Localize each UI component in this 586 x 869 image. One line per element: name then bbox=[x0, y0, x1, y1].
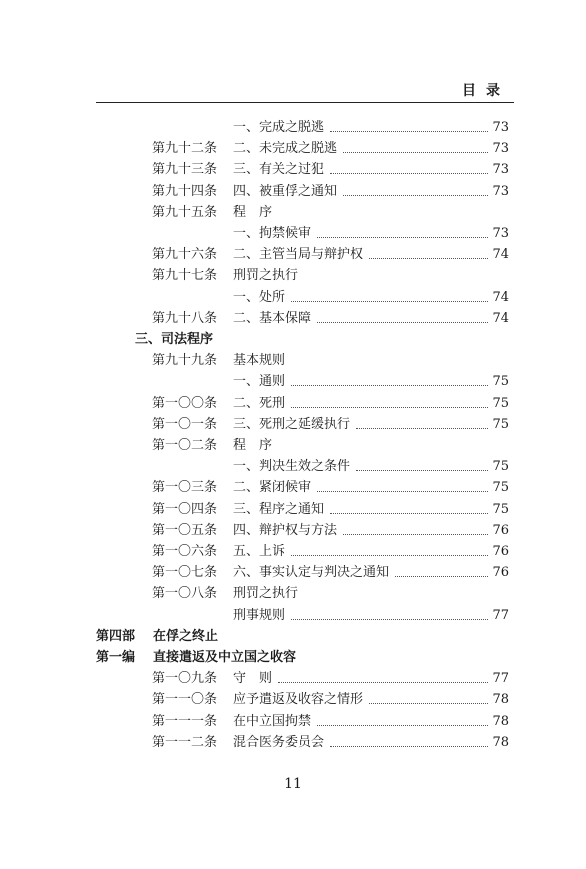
entry-title: 六、事实认定与判决之通知 bbox=[233, 565, 390, 581]
dot-leader bbox=[356, 428, 488, 429]
toc-entry bbox=[0, 457, 586, 477]
entry-title-line bbox=[233, 118, 509, 138]
part-title: 直接遣返及中立国之收容 bbox=[153, 650, 297, 665]
dot-leader bbox=[317, 725, 488, 726]
entry-title: 三、有关之过犯 bbox=[233, 162, 325, 178]
toc-entry bbox=[0, 309, 586, 329]
entry-title-line bbox=[233, 372, 509, 392]
dot-leader bbox=[369, 703, 488, 704]
article-number: 第一〇二条 bbox=[152, 438, 218, 453]
entry-page: 78 bbox=[492, 734, 509, 750]
article-number: 第一〇三条 bbox=[152, 480, 218, 496]
entry-page: 74 bbox=[492, 289, 509, 305]
entry-title: 刑事规则 bbox=[233, 607, 286, 623]
section-title: 三、司法程序 bbox=[135, 332, 214, 347]
dot-leader bbox=[343, 152, 488, 153]
dot-leader bbox=[291, 407, 488, 408]
article-number: 第一〇五条 bbox=[152, 522, 218, 538]
entry-page: 75 bbox=[492, 459, 509, 475]
entry-title: 五、上诉 bbox=[233, 544, 286, 559]
article-number: 第九十九条 bbox=[152, 353, 218, 369]
entry-title-line bbox=[233, 542, 509, 562]
header-title: 目录 bbox=[462, 83, 510, 99]
toc-entry bbox=[0, 351, 586, 371]
entry-page: 75 bbox=[492, 374, 509, 390]
entry-title: 守 则 bbox=[233, 671, 273, 687]
toc-entry bbox=[0, 224, 586, 244]
dot-leader bbox=[343, 534, 488, 535]
toc-entry bbox=[0, 266, 586, 286]
toc-entry bbox=[0, 690, 586, 710]
entry-page: 74 bbox=[492, 310, 509, 326]
entry-page: 73 bbox=[492, 183, 509, 199]
toc-part-heading bbox=[0, 648, 586, 668]
toc-entry bbox=[0, 415, 586, 435]
toc-entry bbox=[0, 606, 586, 626]
toc-entry bbox=[0, 669, 586, 689]
entry-page: 76 bbox=[492, 565, 509, 581]
toc-entry bbox=[0, 118, 586, 138]
article-number: 第一一〇条 bbox=[152, 692, 218, 708]
entry-title-line bbox=[233, 457, 509, 477]
part-title: 在俘之终止 bbox=[153, 628, 219, 644]
entry-title: 三、死刑之延缓执行 bbox=[233, 416, 351, 432]
toc-entry bbox=[0, 733, 586, 753]
article-number: 第九十四条 bbox=[152, 183, 218, 199]
entry-title: 四、辩护权与方法 bbox=[233, 522, 338, 538]
entry-page: 78 bbox=[492, 713, 509, 729]
entry-title-line bbox=[233, 669, 509, 689]
entry-page: 73 bbox=[492, 226, 509, 241]
page-number: 11 bbox=[284, 776, 302, 792]
entry-title-line bbox=[233, 224, 509, 244]
entry-page: 75 bbox=[492, 501, 509, 517]
entry-title-line bbox=[233, 415, 509, 435]
article-number: 第九十七条 bbox=[152, 268, 218, 284]
dot-leader bbox=[291, 619, 488, 620]
article-number: 第一〇四条 bbox=[152, 501, 218, 517]
entry-title-line bbox=[233, 733, 509, 753]
dot-leader bbox=[343, 195, 488, 196]
toc-entry bbox=[0, 436, 586, 456]
entry-page: 73 bbox=[492, 162, 509, 178]
toc-entry bbox=[0, 394, 586, 414]
toc-entry bbox=[0, 542, 586, 562]
entry-title-line bbox=[233, 309, 509, 329]
article-number: 第九十五条 bbox=[152, 204, 218, 220]
entry-title: 二、主管当局与辩护权 bbox=[233, 247, 364, 263]
article-number: 第九十八条 bbox=[152, 310, 218, 326]
entry-title: 基本规则 bbox=[233, 353, 286, 369]
entry-title-line bbox=[233, 139, 509, 159]
article-number: 第九十二条 bbox=[152, 141, 218, 157]
entry-page: 75 bbox=[492, 480, 509, 496]
entry-title-line bbox=[233, 690, 509, 710]
article-number: 第九十三条 bbox=[152, 162, 218, 178]
article-number: 第一一二条 bbox=[152, 734, 218, 750]
entry-title-line bbox=[233, 160, 509, 180]
dot-leader bbox=[278, 682, 488, 683]
entry-page: 76 bbox=[492, 544, 509, 559]
entry-title-line bbox=[233, 203, 509, 223]
entry-title-line bbox=[233, 394, 509, 414]
dot-leader bbox=[330, 746, 488, 747]
article-number: 第一一一条 bbox=[152, 713, 218, 729]
entry-title-line bbox=[233, 182, 509, 202]
entry-page: 78 bbox=[492, 692, 509, 708]
entry-title-line bbox=[233, 606, 509, 626]
entry-title: 在中立国拘禁 bbox=[233, 713, 312, 729]
toc-entry bbox=[0, 139, 586, 159]
article-number: 第一〇九条 bbox=[152, 671, 218, 687]
dot-leader bbox=[291, 555, 488, 556]
entry-title: 刑罚之执行 bbox=[233, 268, 299, 284]
entry-title: 混合医务委员会 bbox=[233, 734, 325, 750]
toc-entry bbox=[0, 500, 586, 520]
entry-page: 73 bbox=[492, 141, 509, 157]
toc-entry bbox=[0, 712, 586, 732]
entry-title-line bbox=[233, 584, 509, 604]
toc-entry bbox=[0, 288, 586, 308]
dot-leader bbox=[330, 173, 488, 174]
article-number: 第一〇〇条 bbox=[152, 395, 218, 411]
entry-page: 77 bbox=[492, 607, 509, 623]
entry-page: 75 bbox=[492, 416, 509, 432]
dot-leader bbox=[317, 491, 488, 492]
article-number: 第一〇七条 bbox=[152, 565, 218, 581]
dot-leader bbox=[395, 576, 488, 577]
toc-entry bbox=[0, 160, 586, 180]
entry-title-line bbox=[233, 245, 509, 265]
entry-title: 四、被重俘之通知 bbox=[233, 183, 338, 199]
toc-entry bbox=[0, 245, 586, 265]
dot-leader bbox=[317, 237, 488, 238]
entry-page: 74 bbox=[492, 247, 509, 263]
toc-entry bbox=[0, 584, 586, 604]
dot-leader bbox=[317, 322, 488, 323]
entry-title: 应予遣返及收容之情形 bbox=[233, 692, 364, 708]
toc-entry bbox=[0, 182, 586, 202]
toc-entry bbox=[0, 563, 586, 583]
entry-title: 二、未完成之脱逃 bbox=[233, 141, 338, 157]
dot-leader bbox=[330, 513, 488, 514]
entry-title: 一、通则 bbox=[233, 374, 286, 390]
dot-leader bbox=[356, 470, 488, 471]
entry-page: 76 bbox=[492, 522, 509, 538]
article-number: 第一〇一条 bbox=[152, 416, 218, 432]
entry-title-line bbox=[233, 500, 509, 520]
dot-leader bbox=[369, 258, 488, 259]
entry-title-line bbox=[233, 478, 509, 498]
article-number: 第一〇六条 bbox=[152, 544, 218, 559]
dot-leader bbox=[291, 301, 488, 302]
entry-title-line bbox=[233, 563, 509, 583]
entry-title: 三、程序之通知 bbox=[233, 501, 325, 517]
toc-entry bbox=[0, 478, 586, 498]
entry-page: 77 bbox=[492, 671, 509, 687]
entry-title: 一、拘禁候审 bbox=[233, 226, 312, 241]
entry-title: 二、死刑 bbox=[233, 395, 286, 411]
dot-leader bbox=[330, 131, 488, 132]
toc-part-heading bbox=[0, 627, 586, 647]
entry-title: 二、紧闭候审 bbox=[233, 480, 312, 496]
entry-title-line bbox=[233, 266, 509, 286]
entry-title: 程 序 bbox=[233, 438, 273, 453]
entry-title: 二、基本保障 bbox=[233, 310, 312, 326]
toc-entry bbox=[0, 203, 586, 223]
entry-title-line bbox=[233, 351, 509, 371]
entry-title: 一、判决生效之条件 bbox=[233, 459, 351, 475]
entry-title: 一、完成之脱逃 bbox=[233, 120, 325, 135]
part-label: 第一编 bbox=[96, 650, 136, 665]
header-rule bbox=[96, 102, 514, 103]
article-number: 第九十六条 bbox=[152, 247, 218, 263]
toc-entry bbox=[0, 372, 586, 392]
entry-title: 刑罚之执行 bbox=[233, 586, 299, 602]
entry-page: 75 bbox=[492, 395, 509, 411]
entry-title-line bbox=[233, 712, 509, 732]
entry-title-line bbox=[233, 521, 509, 541]
entry-page: 73 bbox=[492, 120, 509, 135]
entry-title: 程 序 bbox=[233, 204, 273, 220]
entry-title: 一、处所 bbox=[233, 289, 286, 305]
part-label: 第四部 bbox=[96, 628, 136, 644]
entry-title-line bbox=[233, 436, 509, 456]
toc-entry bbox=[0, 521, 586, 541]
toc-section-heading bbox=[0, 330, 586, 350]
dot-leader bbox=[291, 385, 488, 386]
article-number: 第一〇八条 bbox=[152, 586, 218, 602]
entry-title-line bbox=[233, 288, 509, 308]
